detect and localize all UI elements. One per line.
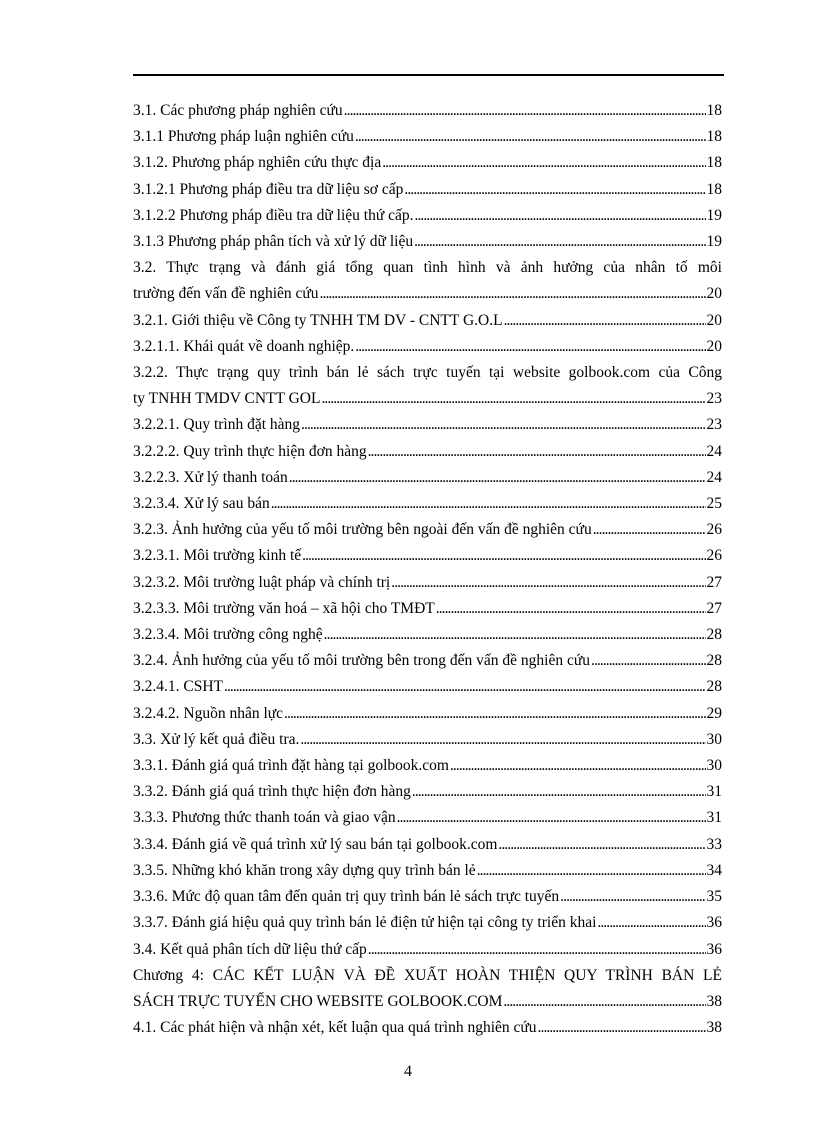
toc-entry-page: 24 [706, 442, 722, 460]
dot-leader [391, 570, 705, 596]
dot-leader [593, 517, 706, 543]
toc-entry-title: 3.1.2.2 Phương pháp điều tra dữ liệu thứ cấp. [133, 206, 414, 224]
toc-entry[interactable] [133, 334, 722, 360]
dot-leader [301, 412, 705, 438]
toc-entry-page: 29 [706, 704, 722, 722]
toc-entry-page: 28 [706, 626, 722, 644]
toc-entry-title: 3.2.4.1. CSHT [133, 678, 223, 696]
dot-leader [355, 124, 706, 150]
toc-entry-page: 23 [706, 390, 722, 408]
dot-leader [397, 805, 706, 831]
toc-entry-title: 3.1. Các phương pháp nghiên cứu [133, 102, 343, 119]
dot-leader [538, 1015, 706, 1041]
toc-entry-page: 20 [706, 311, 722, 329]
toc-entry-page: 23 [706, 416, 722, 434]
toc-entry-title: 3.1.3 Phương pháp phân tích và xử lý dữ liệu [133, 233, 414, 251]
dot-leader [320, 281, 706, 307]
dot-leader [414, 229, 705, 255]
dot-leader [412, 779, 706, 805]
dot-leader [415, 203, 706, 229]
toc-entry-page: 38 [706, 1019, 722, 1037]
toc-entry-title: 3.2.2.1. Quy trình đặt hàng [133, 416, 301, 434]
dot-leader [289, 465, 706, 491]
toc-entry[interactable] [133, 491, 722, 517]
toc-entry-page: 28 [706, 652, 722, 670]
dot-leader [503, 989, 705, 1015]
toc-entry[interactable] [133, 150, 722, 176]
toc-entry[interactable] [133, 412, 722, 438]
toc-entry-page: 27 [706, 599, 722, 617]
toc-entry[interactable] [133, 439, 722, 465]
toc-entry[interactable] [133, 701, 722, 727]
toc-entry-title: 4.1. Các phát hiện và nhận xét, kết luận qua quá trình nghiên cứu [133, 1019, 537, 1037]
dot-leader [382, 150, 705, 176]
toc-entry[interactable] [133, 937, 722, 963]
dot-leader [271, 491, 706, 517]
toc-entry-page: 27 [706, 573, 722, 591]
dot-leader [321, 386, 705, 412]
toc-entry[interactable] [133, 805, 722, 831]
toc-entry[interactable] [133, 910, 722, 936]
toc-entry[interactable] [133, 465, 722, 491]
dot-leader [355, 334, 705, 360]
toc-entry[interactable] [133, 517, 722, 543]
toc-entry-title: 3.2.4. Ảnh hưởng của yếu tố môi trường bên trong đến vấn đề nghiên cứu [133, 652, 590, 670]
toc-entry-title: 3.1.1 Phương pháp luận nghiên cứu [133, 128, 354, 146]
toc-entry-page: 30 [706, 730, 722, 748]
toc-entry[interactable] [133, 727, 722, 753]
dot-leader [450, 753, 706, 779]
toc-entry-page: 24 [706, 468, 722, 486]
toc-entry-page: 26 [706, 547, 722, 565]
toc-entry[interactable] [133, 963, 722, 1015]
toc-entry-title: 3.2.1. Giới thiệu về Công ty TNHH TM DV - CNTT G.O.L [133, 311, 503, 329]
toc-entry-page: 19 [706, 233, 722, 251]
toc-entry-page: 28 [706, 678, 722, 696]
toc-entry-title: 3.3. Xử lý kết quả điều tra. [133, 730, 300, 748]
toc-entry-page: 20 [706, 285, 722, 303]
toc-entry-page: 25 [706, 495, 722, 513]
toc-entry-title: 3.3.3. Phương thức thanh toán và giao vận [133, 809, 396, 827]
toc-entry-title: 3.3.4. Đánh giá về quá trình xử lý sau bán tại golbook.com [133, 835, 498, 853]
dot-leader [302, 543, 705, 569]
toc-entry-page: 31 [706, 783, 722, 801]
dot-leader [477, 858, 706, 884]
toc-entry-title-line: Chương 4: CÁC KẾT LUẬN VÀ ĐỀ XUẤT HOÀN THIỆN QUY TRÌNH BÁN LẺ [133, 966, 722, 984]
dot-leader [591, 648, 706, 674]
toc-entry-title-line: 3.2.2. Thực trạng quy trình bán lẻ sách trực tuyến tại website golbook.com của Công [133, 364, 722, 382]
toc-entry-page: 19 [706, 206, 722, 224]
toc-entry[interactable] [133, 596, 722, 622]
toc-entry-page: 26 [706, 521, 722, 539]
toc-entry[interactable] [133, 674, 722, 700]
toc-entry-page: 38 [706, 992, 722, 1010]
toc-entry-title: 3.2.3.2. Môi trường luật pháp và chính trị [133, 573, 391, 591]
header-rule [133, 74, 724, 76]
toc-entry-title: 3.4. Kết quả phân tích dữ liệu thứ cấp [133, 940, 367, 958]
toc-entry-title: 3.2.3.4. Môi trường công nghệ [133, 626, 323, 644]
dot-leader [224, 674, 706, 700]
dot-leader [284, 701, 705, 727]
page-number: 4 [404, 1063, 412, 1080]
toc-entry-title-line: 3.2. Thực trạng và đánh giá tổng quan tình hình và ảnh hưởng của nhân tố môi [133, 259, 722, 277]
dot-leader [324, 622, 706, 648]
toc-entry[interactable] [133, 98, 722, 124]
toc-entry-title: 3.3.6. Mức độ quan tâm đến quản trị quy trình bán lẻ sách trực tuyến [133, 888, 560, 906]
toc-entry-title: 3.2.3.3. Môi trường văn hoá – xã hội cho TMĐT [133, 599, 435, 617]
dot-leader [368, 937, 706, 963]
dot-leader [597, 910, 705, 936]
toc-entry[interactable] [133, 832, 722, 858]
toc-entry-page: 31 [706, 809, 722, 827]
toc-entry[interactable] [133, 255, 722, 307]
toc-entry[interactable] [133, 543, 722, 569]
toc-entry[interactable] [133, 570, 722, 596]
dot-leader [436, 596, 706, 622]
toc-entry-page: 20 [706, 337, 722, 355]
toc-entry-page: 36 [706, 940, 722, 958]
toc-entry[interactable] [133, 360, 722, 412]
dot-leader [498, 832, 705, 858]
toc-entry[interactable] [133, 229, 722, 255]
dot-leader [560, 884, 705, 910]
toc-entry[interactable] [133, 884, 722, 910]
toc-entry[interactable] [133, 622, 722, 648]
toc-entry-page: 33 [706, 835, 722, 853]
toc-entry-page: 36 [706, 914, 722, 932]
toc-entry[interactable] [133, 753, 722, 779]
toc-entry-page: 18 [706, 128, 722, 146]
dot-leader [504, 308, 706, 334]
toc-entry[interactable] [133, 308, 722, 334]
dot-leader [300, 727, 705, 753]
table-of-contents [133, 98, 722, 1041]
dot-leader [404, 177, 705, 203]
toc-entry-title: 3.2.2.2. Quy trình thực hiện đơn hàng [133, 442, 367, 460]
toc-entry[interactable] [133, 124, 722, 150]
toc-entry[interactable] [133, 858, 722, 884]
toc-entry-title: 3.3.7. Đánh giá hiệu quả quy trình bán lẻ điện tử hiện tại công ty triển khai [133, 914, 597, 932]
toc-entry-title: 3.2.2.3. Xử lý thanh toán [133, 468, 288, 486]
toc-entry-title-line: SÁCH TRỰC TUYẾN CHO WEBSITE GOLBOOK.COM [133, 992, 503, 1010]
dot-leader [368, 439, 706, 465]
toc-entry-title: 3.1.2. Phương pháp nghiên cứu thực địa [133, 154, 382, 172]
toc-entry-title: 3.1.2.1 Phương pháp điều tra dữ liệu sơ cấp [133, 180, 404, 198]
toc-entry-title: 3.3.1. Đánh giá quá trình đặt hàng tại golbook.com [133, 757, 449, 775]
toc-entry-title: 3.2.3. Ảnh hưởng của yếu tố môi trường bên ngoài đến vấn đề nghiên cứu [133, 521, 592, 539]
toc-entry[interactable] [133, 177, 722, 203]
toc-entry-page: 18 [706, 102, 722, 119]
toc-entry-page: 34 [706, 861, 722, 879]
toc-entry-title: 3.2.3.1. Môi trường kinh tế [133, 547, 302, 565]
toc-entry-page: 18 [706, 180, 722, 198]
toc-entry-page: 35 [706, 888, 722, 906]
toc-entry-title: 3.3.5. Những khó khăn trong xây dựng quy trình bán lẻ [133, 861, 476, 879]
toc-entry[interactable] [133, 779, 722, 805]
toc-entry[interactable] [133, 1015, 722, 1041]
toc-entry-title-line: trường đến vấn đề nghiên cứu [133, 285, 319, 303]
toc-entry-title: 3.2.4.2. Nguồn nhân lực [133, 704, 284, 722]
dot-leader [344, 98, 706, 124]
toc-entry[interactable] [133, 648, 722, 674]
toc-entry-page: 30 [706, 757, 722, 775]
toc-entry-title: 3.2.3.4. Xử lý sau bán [133, 495, 270, 513]
toc-entry-title: 3.3.2. Đánh giá quá trình thực hiện đơn hàng [133, 783, 411, 801]
toc-entry-page: 18 [706, 154, 722, 172]
toc-entry-title-line: ty TNHH TMDV CNTT GOL [133, 390, 321, 408]
toc-entry[interactable] [133, 203, 722, 229]
toc-entry-title: 3.2.1.1. Khái quát về doanh nghiệp. [133, 337, 355, 355]
